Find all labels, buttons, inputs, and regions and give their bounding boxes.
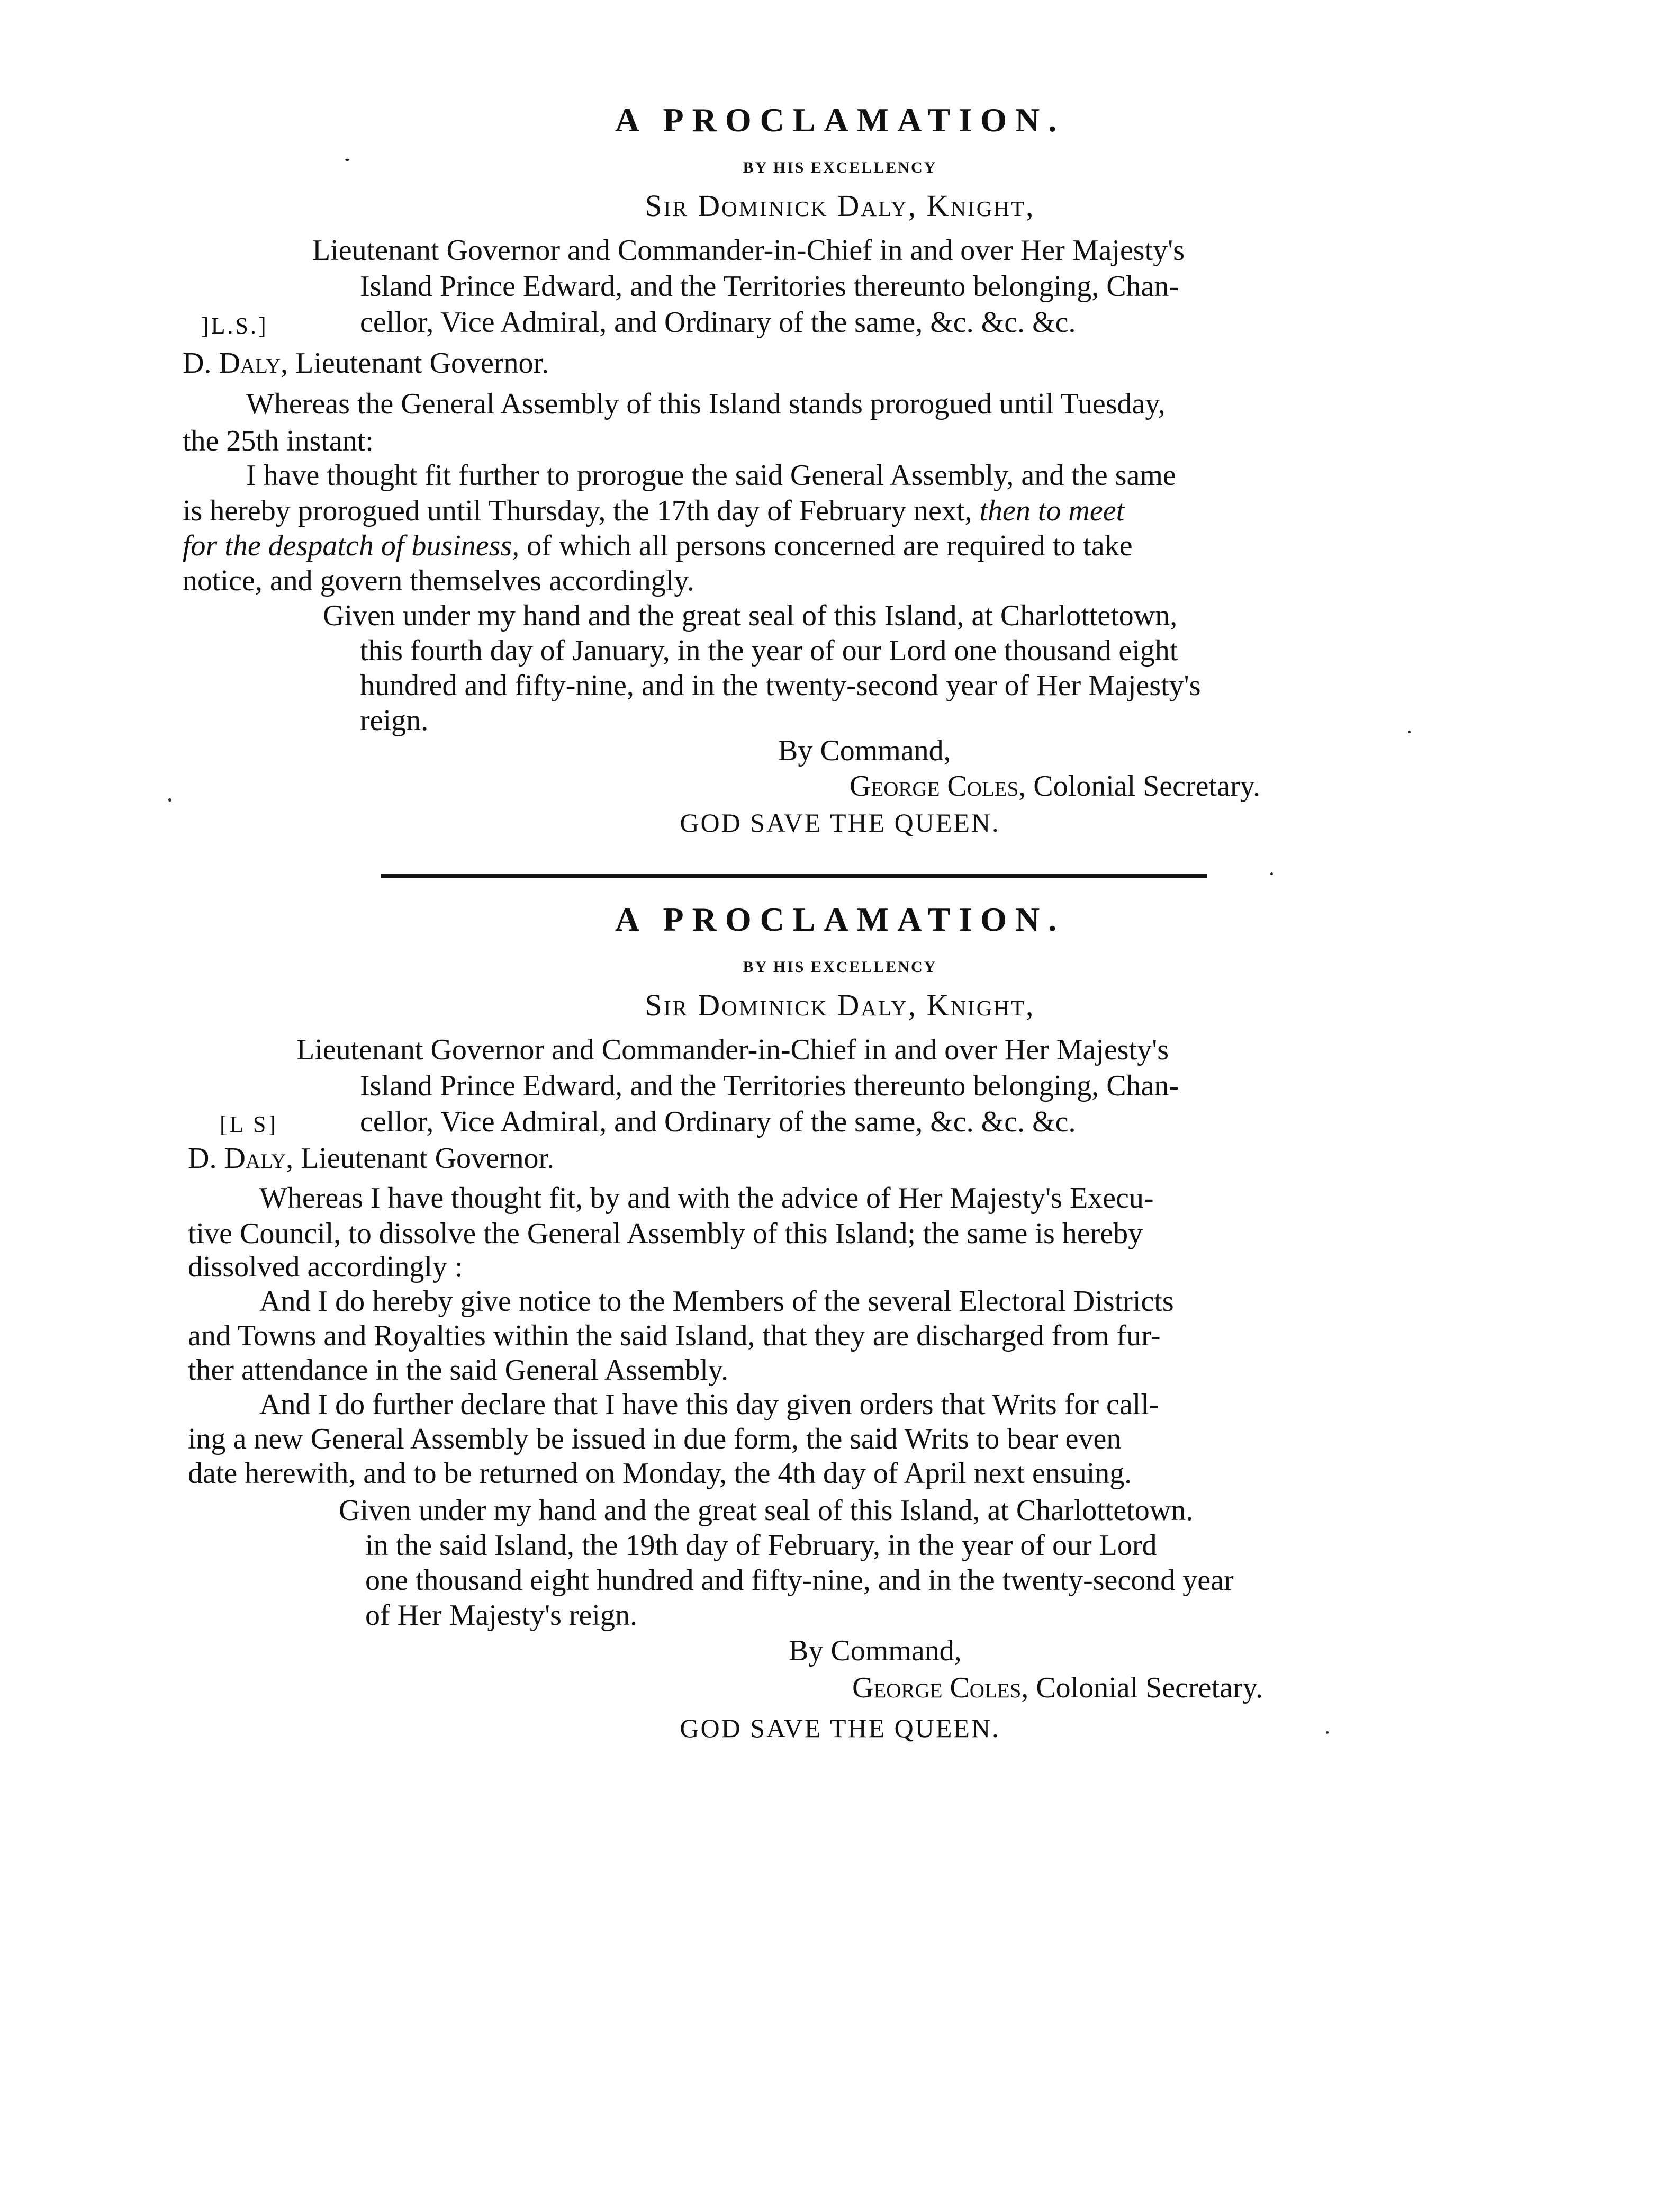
seal-mark: ]L.S.] — [201, 313, 268, 339]
secretary-line — [852, 1670, 1263, 1705]
signature-title: , Lieutenant Governor. — [286, 1142, 555, 1175]
signature-name: D. Daly — [188, 1142, 286, 1175]
scan-speck — [345, 159, 349, 161]
body-italic-text: for the despatch of business, — [183, 529, 520, 562]
by-his-excellency: BY HIS EXCELLENCY — [743, 958, 937, 976]
scan-speck — [1326, 1731, 1329, 1734]
office-line-2: Island Prince Edward, and the Territories thereunto belonging, Chan- — [360, 270, 1179, 303]
body-line: and Towns and Royalties within the said Island, that they are discharged from fur- — [188, 1319, 1161, 1352]
governor-name: Sir Dominick Daly, Knight, — [645, 988, 1035, 1022]
body-line: the 25th instant: — [183, 425, 374, 457]
office-line-2: Island Prince Edward, and the Territories thereunto belonging, Chan- — [360, 1069, 1179, 1102]
by-his-excellency: BY HIS EXCELLENCY — [743, 159, 937, 176]
proclamation-title: A PROCLAMATION. — [615, 101, 1065, 139]
scan-speck — [1408, 731, 1411, 733]
secretary-name: George Coles — [852, 1671, 1022, 1704]
signature-name: D. Daly — [183, 347, 281, 380]
signature-title: , Lieutenant Governor. — [281, 347, 549, 380]
secretary-line — [850, 769, 1260, 804]
body-line: And I do hereby give notice to the Members of the several Electoral Districts — [259, 1285, 1174, 1318]
signature-line — [183, 346, 549, 381]
body-line: date herewith, and to be returned on Monday, the 4th day of April next ensuing. — [188, 1457, 1132, 1490]
given-line: hundred and fifty-nine, and in the twenty-second year of Her Majesty's — [360, 669, 1201, 702]
god-save-the-queen: GOD SAVE THE QUEEN. — [680, 1713, 1000, 1743]
god-save-the-queen: GOD SAVE THE QUEEN. — [680, 808, 1000, 838]
section-divider — [381, 874, 1207, 878]
office-line-1: Lieutenant Governor and Commander-in-Chief in and over Her Majesty's — [296, 1033, 1169, 1066]
governor-name: Sir Dominick Daly, Knight, — [645, 188, 1035, 223]
scan-speck — [1270, 872, 1273, 875]
scan-speck — [168, 798, 171, 802]
office-line-1: Lieutenant Governor and Commander-in-Chief in and over Her Majesty's — [312, 234, 1185, 267]
body-line: tive Council, to dissolve the General Assembly of this Island; the same is hereby — [188, 1217, 1143, 1250]
given-line: of Her Majesty's reign. — [365, 1599, 637, 1632]
given-line: Given under my hand and the great seal of this Island, at Charlottetown, — [323, 599, 1178, 632]
body-line: Whereas the General Assembly of this Island stands prorogued until Tuesday, — [246, 388, 1166, 420]
secretary-title: , Colonial Secretary. — [1021, 1671, 1263, 1704]
body-line — [183, 528, 1133, 563]
secretary-title: , Colonial Secretary. — [1018, 770, 1260, 803]
seal-mark: [L S] — [220, 1111, 278, 1137]
by-command: By Command, — [789, 1634, 962, 1667]
signature-line — [188, 1141, 554, 1176]
proclamation-title: A PROCLAMATION. — [615, 901, 1065, 938]
given-line: this fourth day of January, in the year of our Lord one thousand eight — [360, 634, 1178, 667]
secretary-name: George Coles — [850, 770, 1019, 803]
body-text: of which all persons concerned are required to take — [527, 529, 1133, 562]
body-line — [183, 493, 1124, 528]
office-line-3: cellor, Vice Admiral, and Ordinary of the same, &c. &c. &c. — [360, 1105, 1076, 1138]
body-line: And I do further declare that I have this day given orders that Writs for call- — [259, 1388, 1159, 1421]
body-line: ing a new General Assembly be issued in due form, the said Writs to bear even — [188, 1423, 1122, 1455]
given-line: Given under my hand and the great seal of this Island, at Charlottetown. — [339, 1494, 1194, 1527]
given-line: one thousand eight hundred and fifty-nine, and in the twenty-second year — [365, 1564, 1234, 1597]
given-line: in the said Island, the 19th day of February, in the year of our Lord — [365, 1529, 1157, 1562]
office-line-3: cellor, Vice Admiral, and Ordinary of the same, &c. &c. &c. — [360, 306, 1076, 339]
body-line: ther attendance in the said General Assembly. — [188, 1354, 729, 1387]
given-line: reign. — [360, 704, 429, 737]
body-text: is hereby prorogued until Thursday, the 17th day of February next, — [183, 494, 972, 527]
body-line: notice, and govern themselves accordingly. — [183, 564, 694, 597]
by-command: By Command, — [778, 734, 951, 767]
body-line: dissolved accordingly : — [188, 1251, 463, 1283]
body-line: I have thought fit further to prorogue the said General Assembly, and the same — [246, 459, 1176, 492]
body-line: Whereas I have thought fit, by and with the advice of Her Majesty's Execu- — [259, 1182, 1154, 1215]
body-italic-text: then to meet — [979, 494, 1125, 527]
